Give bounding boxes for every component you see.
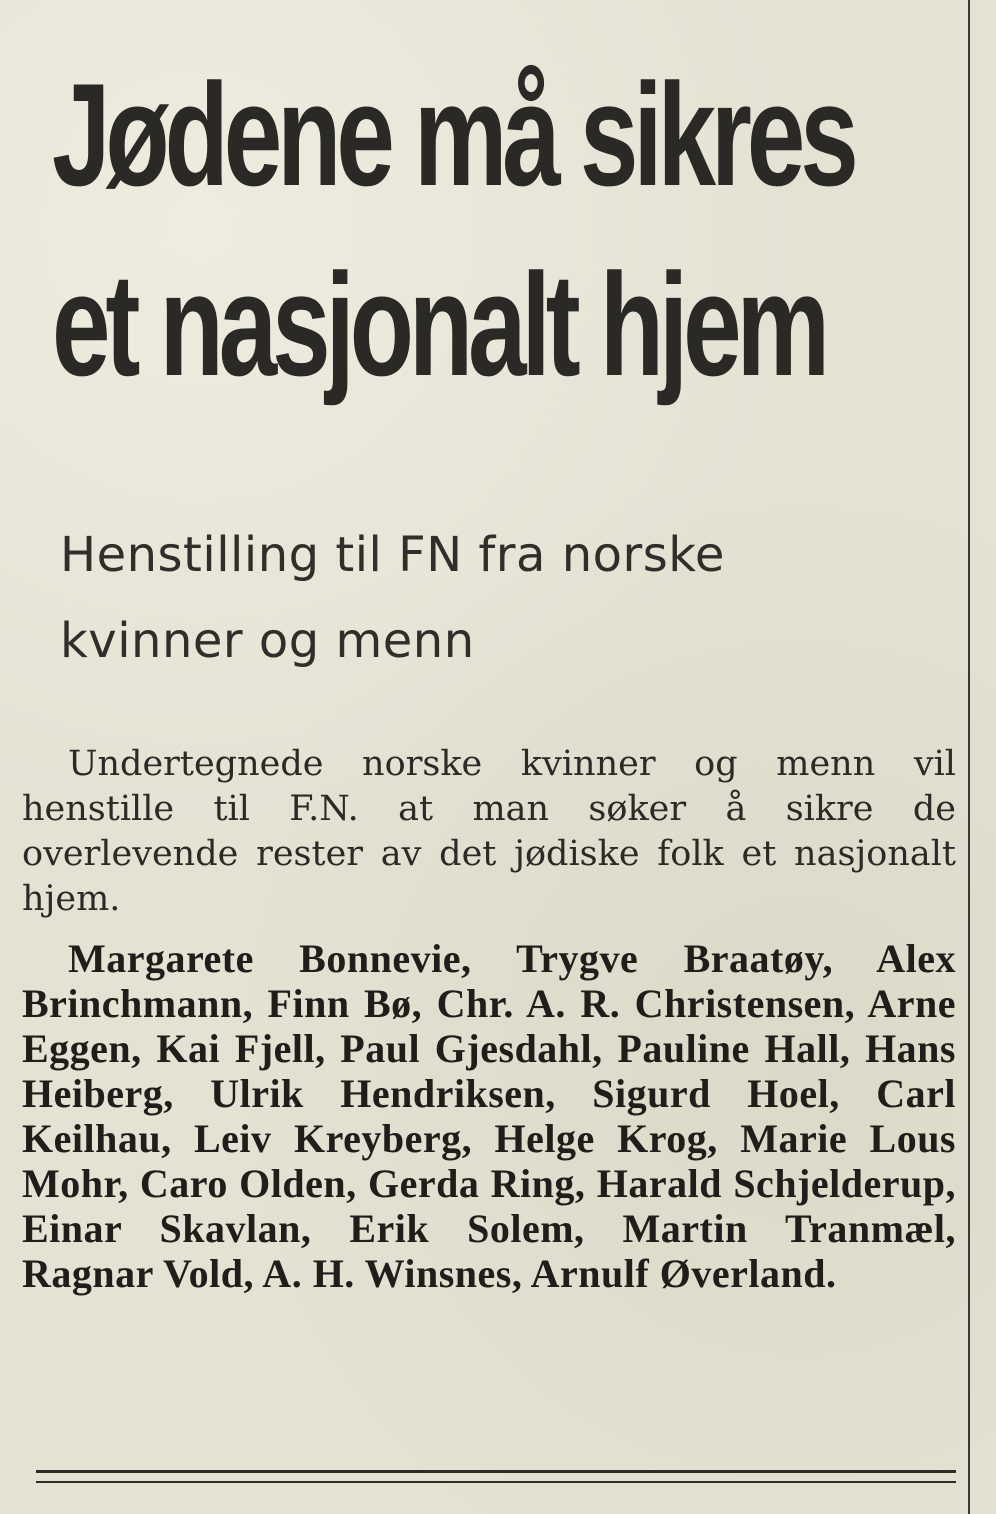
headline-line-1: Jødene må sikres xyxy=(52,53,854,216)
subheadline-line-1: Henstilling til FN fra norske xyxy=(60,527,725,583)
signatories-list: Margarete Bonnevie, Trygve Braatøy, Alex Brinchmann, Finn Bø, Chr. A. R. Christensen, Arne Eggen, Kai Fjell, Paul Gjesdahl, Pauline Hall, Hans Heiberg, Ulrik Hendriksen, Sigurd Hoel, Carl Keilhau, Leiv Kreyberg, Helge Krog, Marie Lous Mohr, Caro Olden, Gerda Ring, Harald Schjelderup, Einar Skavlan, Erik Solem, Martin Tranmæl, Ragnar Vold, A. H. Winsnes, Arnulf Øverland. xyxy=(22,936,956,1296)
article-body: Undertegnede norske kvinner og menn vil henstille til F.N. at man søker å sikre de overlevende rester av det jødiske folk et nasjonalt hjem. xyxy=(22,744,956,919)
bottom-rule-upper xyxy=(36,1470,956,1473)
subheadline xyxy=(60,512,960,684)
headline-line-2: et nasjonalt hjem xyxy=(52,243,825,406)
headline xyxy=(52,40,854,420)
bottom-rule-lower xyxy=(36,1481,956,1483)
subheadline-line-2: kvinner og menn xyxy=(60,613,475,669)
column-divider-rule xyxy=(968,0,970,1514)
